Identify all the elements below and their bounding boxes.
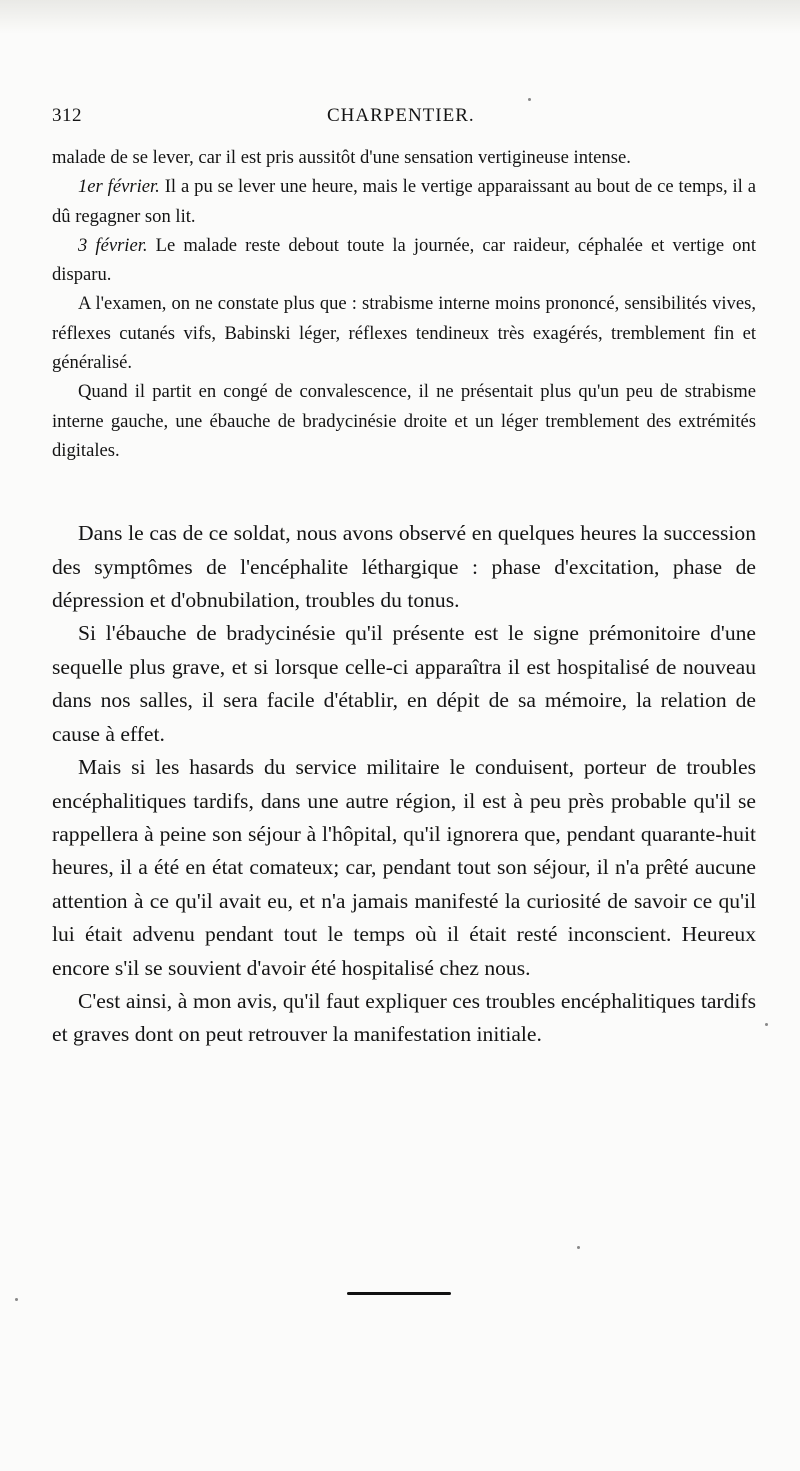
journal-date-2: 3 février.	[78, 234, 148, 256]
journal-text-2: Le malade reste debout toute la journée, car raideur, céphalée et vertige ont disparu.	[52, 234, 756, 286]
scan-speck	[528, 98, 531, 101]
journal-entry-4: Quand il partit en congé de convalescence, il ne présentait plus qu'un peu de strabisme interne gauche, une ébauche de bradycinésie droite et un léger tremblement des extrémités digitales.	[52, 381, 756, 461]
scan-speck	[765, 1023, 768, 1026]
scan-speck	[15, 1298, 18, 1301]
body-paragraph: Mais si les hasards du service militaire le conduisent, porteur de troubles encéphalitiques tardifs, dans une autre région, il est à peu près probable qu'il se rappellera à peine son séjour à l'hôpital, qu'il ignorera que, pendant quarante-huit heures, il a été en état comateux; car, pendant tout son séjour, il n'a prêté aucune attention à ce qu'il avait eu, et n'a jamais manifesté la curiosité de savoir ce qu'il lui était advenu pendant tout le temps où il était resté inconscient. Heureux encore s'il se souvient d'avoir été hospitalisé chez nous.	[52, 755, 756, 980]
section-gap	[52, 465, 756, 517]
journal-entry-3: A l'examen, on ne constate plus que : strabisme interne moins prononcé, sensibilités vives, réflexes cutanés vifs, Babinski léger, réflexes tendineux très exagérés, tremblement fin et généralisé.	[52, 293, 756, 374]
page-number: 312	[52, 105, 82, 126]
journal-text-1: Il a pu se lever une heure, mais le vertige apparaissant au bout de ce temps, il a dû regagner son lit.	[52, 176, 756, 227]
journal-date-1: 1er février.	[78, 176, 160, 198]
discussion	[52, 517, 756, 1052]
body-paragraph: Dans le cas de ce soldat, nous avons observé en quelques heures la succession des symptômes de l'encéphalite léthargique : phase d'excitation, phase de dépression et d'obnubilation, troubles du tonus.	[52, 521, 756, 613]
scan-speck	[577, 1246, 580, 1249]
page-text	[52, 143, 756, 1052]
journal-entry-1	[52, 172, 756, 231]
running-title: CHARPENTIER.	[327, 105, 475, 126]
journal-entry-2	[52, 231, 756, 290]
body-paragraph: C'est ainsi, à mon avis, qu'il faut expliquer ces troubles encéphalitiques tardifs et graves dont on peut retrouver la manifestation initiale.	[52, 988, 756, 1047]
journal-continuation: malade de se lever, car il est pris aussitôt d'une sensation vertigineuse intense.	[52, 147, 631, 168]
body-paragraph: Si l'ébauche de bradycinésie qu'il présente est le signe prémonitoire d'une sequelle plus grave, et si lorsque celle-ci apparaîtra il est hospitalisé de nouveau dans nos salles, il sera facile d'établir, en dépit de sa mémoire, la relation de cause à effet.	[52, 621, 756, 746]
page-header	[52, 105, 752, 129]
scan-edge-shading	[0, 0, 800, 34]
closing-rule	[347, 1292, 451, 1295]
case-journal	[52, 143, 756, 465]
